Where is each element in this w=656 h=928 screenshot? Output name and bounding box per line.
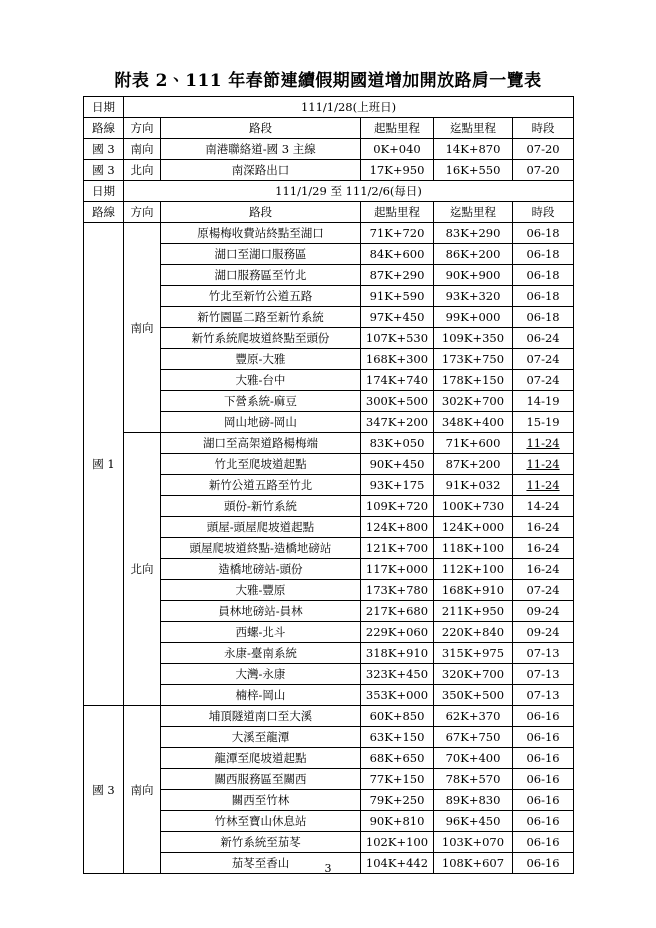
cell-direction: 南向 bbox=[124, 223, 161, 433]
cell-segment: 新竹公道五路至竹北 bbox=[161, 475, 361, 496]
cell-start-mileage: 68K+650 bbox=[361, 748, 434, 769]
cell-end-mileage: 173K+750 bbox=[434, 349, 513, 370]
date-label: 日期 bbox=[84, 97, 124, 118]
cell-end-mileage: 14K+870 bbox=[434, 139, 513, 160]
cell-route: 國 1 bbox=[84, 223, 124, 706]
cell-end-mileage: 67K+750 bbox=[434, 727, 513, 748]
cell-start-mileage: 347K+200 bbox=[361, 412, 434, 433]
cell-start-mileage: 79K+250 bbox=[361, 790, 434, 811]
cell-time-period: 16-24 bbox=[513, 538, 574, 559]
table-row bbox=[84, 139, 574, 160]
cell-start-mileage: 0K+040 bbox=[361, 139, 434, 160]
cell-end-mileage: 71K+600 bbox=[434, 433, 513, 454]
cell-end-mileage: 350K+500 bbox=[434, 685, 513, 706]
table-row bbox=[84, 160, 574, 181]
cell-direction: 南向 bbox=[124, 706, 161, 874]
cell-segment: 楠梓-岡山 bbox=[161, 685, 361, 706]
cell-time-period: 07-13 bbox=[513, 643, 574, 664]
cell-route: 國 3 bbox=[84, 160, 124, 181]
cell-segment: 關西服務區至關西 bbox=[161, 769, 361, 790]
header-direction: 方向 bbox=[124, 202, 161, 223]
cell-start-mileage: 91K+590 bbox=[361, 286, 434, 307]
cell-time-period: 06-16 bbox=[513, 790, 574, 811]
header-segment: 路段 bbox=[161, 118, 361, 139]
cell-end-mileage: 118K+100 bbox=[434, 538, 513, 559]
cell-end-mileage: 90K+900 bbox=[434, 265, 513, 286]
cell-time-period: 06-18 bbox=[513, 244, 574, 265]
cell-time-period: 07-13 bbox=[513, 664, 574, 685]
cell-segment: 南深路出口 bbox=[161, 160, 361, 181]
cell-end-mileage: 178K+150 bbox=[434, 370, 513, 391]
cell-segment: 頭份-新竹系統 bbox=[161, 496, 361, 517]
cell-segment: 員林地磅站-員林 bbox=[161, 601, 361, 622]
cell-time-period: 06-18 bbox=[513, 265, 574, 286]
header-end-mileage: 迄點里程 bbox=[434, 202, 513, 223]
cell-time-period: 06-18 bbox=[513, 307, 574, 328]
date-value: 111/1/29 至 111/2/6(每日) bbox=[124, 181, 574, 202]
cell-time-period: 06-18 bbox=[513, 286, 574, 307]
column-header-row bbox=[84, 202, 574, 223]
cell-time-period bbox=[513, 433, 574, 454]
cell-start-mileage: 323K+450 bbox=[361, 664, 434, 685]
cell-time-period: 15-19 bbox=[513, 412, 574, 433]
cell-segment: 茄苳至香山 bbox=[161, 853, 361, 874]
cell-segment: 下營系統-麻豆 bbox=[161, 391, 361, 412]
cell-direction: 北向 bbox=[124, 433, 161, 706]
time-value-underlined: 11-24 bbox=[526, 436, 560, 450]
time-value-underlined: 11-24 bbox=[526, 457, 560, 471]
header-route: 路線 bbox=[84, 202, 124, 223]
cell-time-period: 06-16 bbox=[513, 727, 574, 748]
cell-start-mileage: 90K+450 bbox=[361, 454, 434, 475]
cell-end-mileage: 89K+830 bbox=[434, 790, 513, 811]
cell-end-mileage: 86K+200 bbox=[434, 244, 513, 265]
cell-end-mileage: 109K+350 bbox=[434, 328, 513, 349]
cell-time-period: 07-24 bbox=[513, 580, 574, 601]
cell-time-period: 07-24 bbox=[513, 370, 574, 391]
cell-segment: 大灣-永康 bbox=[161, 664, 361, 685]
cell-start-mileage: 71K+720 bbox=[361, 223, 434, 244]
cell-time-period: 06-18 bbox=[513, 223, 574, 244]
cell-start-mileage: 300K+500 bbox=[361, 391, 434, 412]
cell-start-mileage: 90K+810 bbox=[361, 811, 434, 832]
cell-segment: 西螺-北斗 bbox=[161, 622, 361, 643]
header-segment: 路段 bbox=[161, 202, 361, 223]
cell-time-period: 07-13 bbox=[513, 685, 574, 706]
cell-time-period: 07-24 bbox=[513, 349, 574, 370]
cell-start-mileage: 121K+700 bbox=[361, 538, 434, 559]
cell-time-period bbox=[513, 454, 574, 475]
cell-time-period: 06-16 bbox=[513, 811, 574, 832]
cell-start-mileage: 174K+740 bbox=[361, 370, 434, 391]
cell-segment: 大雅-台中 bbox=[161, 370, 361, 391]
cell-end-mileage: 315K+975 bbox=[434, 643, 513, 664]
cell-end-mileage: 16K+550 bbox=[434, 160, 513, 181]
cell-time-period: 09-24 bbox=[513, 622, 574, 643]
cell-end-mileage: 83K+290 bbox=[434, 223, 513, 244]
cell-end-mileage: 220K+840 bbox=[434, 622, 513, 643]
cell-time-period: 14-19 bbox=[513, 391, 574, 412]
cell-start-mileage: 168K+300 bbox=[361, 349, 434, 370]
cell-end-mileage: 96K+450 bbox=[434, 811, 513, 832]
cell-start-mileage: 63K+150 bbox=[361, 727, 434, 748]
cell-time-period: 06-16 bbox=[513, 832, 574, 853]
cell-start-mileage: 217K+680 bbox=[361, 601, 434, 622]
cell-end-mileage: 70K+400 bbox=[434, 748, 513, 769]
cell-segment: 頭屋爬坡道終點-造橋地磅站 bbox=[161, 538, 361, 559]
header-start-mileage: 起點里程 bbox=[361, 202, 434, 223]
cell-segment: 豐原-大雅 bbox=[161, 349, 361, 370]
cell-end-mileage: 100K+730 bbox=[434, 496, 513, 517]
cell-segment: 湖口至高架道路楊梅端 bbox=[161, 433, 361, 454]
cell-start-mileage: 60K+850 bbox=[361, 706, 434, 727]
cell-segment: 造橋地磅站-頭份 bbox=[161, 559, 361, 580]
cell-segment: 大溪至龍潭 bbox=[161, 727, 361, 748]
page-title: 附表 2、111 年春節連續假期國道增加開放路肩一覽表 bbox=[114, 71, 542, 91]
cell-start-mileage: 107K+530 bbox=[361, 328, 434, 349]
cell-end-mileage: 93K+320 bbox=[434, 286, 513, 307]
cell-start-mileage: 117K+000 bbox=[361, 559, 434, 580]
cell-end-mileage: 320K+700 bbox=[434, 664, 513, 685]
cell-segment: 湖口服務區至竹北 bbox=[161, 265, 361, 286]
header-route: 路線 bbox=[84, 118, 124, 139]
table-row bbox=[84, 706, 574, 727]
cell-segment: 竹北至爬坡道起點 bbox=[161, 454, 361, 475]
cell-start-mileage: 229K+060 bbox=[361, 622, 434, 643]
cell-time-period: 07-20 bbox=[513, 160, 574, 181]
cell-time-period: 06-24 bbox=[513, 328, 574, 349]
cell-segment: 新竹園區二路至新竹系統 bbox=[161, 307, 361, 328]
cell-end-mileage: 91K+032 bbox=[434, 475, 513, 496]
cell-time-period: 16-24 bbox=[513, 559, 574, 580]
cell-time-period bbox=[513, 475, 574, 496]
column-header-row bbox=[84, 118, 574, 139]
cell-segment: 新竹系統爬坡道終點至頭份 bbox=[161, 328, 361, 349]
cell-start-mileage: 83K+050 bbox=[361, 433, 434, 454]
date-value: 111/1/28(上班日) bbox=[124, 97, 574, 118]
cell-segment: 埔頂隧道南口至大溪 bbox=[161, 706, 361, 727]
cell-segment: 新竹系統至茄苳 bbox=[161, 832, 361, 853]
cell-start-mileage: 318K+910 bbox=[361, 643, 434, 664]
cell-segment: 頭屋-頭屋爬坡道起點 bbox=[161, 517, 361, 538]
cell-end-mileage: 78K+570 bbox=[434, 769, 513, 790]
header-start-mileage: 起點里程 bbox=[361, 118, 434, 139]
cell-time-period: 14-24 bbox=[513, 496, 574, 517]
cell-segment: 龍潭至爬坡道起點 bbox=[161, 748, 361, 769]
cell-end-mileage: 99K+000 bbox=[434, 307, 513, 328]
cell-segment: 岡山地磅-岡山 bbox=[161, 412, 361, 433]
highway-shoulder-table bbox=[83, 96, 574, 874]
cell-start-mileage: 124K+800 bbox=[361, 517, 434, 538]
cell-segment: 原楊梅收費站終點至湖口 bbox=[161, 223, 361, 244]
cell-start-mileage: 87K+290 bbox=[361, 265, 434, 286]
cell-direction: 南向 bbox=[124, 139, 161, 160]
header-end-mileage: 迄點里程 bbox=[434, 118, 513, 139]
page-number: 3 bbox=[324, 862, 332, 875]
cell-time-period: 06-16 bbox=[513, 706, 574, 727]
cell-segment: 關西至竹林 bbox=[161, 790, 361, 811]
cell-start-mileage: 77K+150 bbox=[361, 769, 434, 790]
cell-start-mileage: 93K+175 bbox=[361, 475, 434, 496]
cell-time-period: 06-16 bbox=[513, 769, 574, 790]
cell-segment: 湖口至湖口服務區 bbox=[161, 244, 361, 265]
cell-end-mileage: 87K+200 bbox=[434, 454, 513, 475]
cell-start-mileage: 104K+442 bbox=[361, 853, 434, 874]
cell-route: 國 3 bbox=[84, 706, 124, 874]
cell-end-mileage: 348K+400 bbox=[434, 412, 513, 433]
cell-end-mileage: 211K+950 bbox=[434, 601, 513, 622]
cell-start-mileage: 102K+100 bbox=[361, 832, 434, 853]
cell-start-mileage: 109K+720 bbox=[361, 496, 434, 517]
cell-end-mileage: 124K+000 bbox=[434, 517, 513, 538]
cell-start-mileage: 97K+450 bbox=[361, 307, 434, 328]
cell-time-period: 09-24 bbox=[513, 601, 574, 622]
cell-end-mileage: 112K+100 bbox=[434, 559, 513, 580]
cell-time-period: 06-16 bbox=[513, 748, 574, 769]
header-direction: 方向 bbox=[124, 118, 161, 139]
cell-end-mileage: 168K+910 bbox=[434, 580, 513, 601]
cell-time-period: 16-24 bbox=[513, 517, 574, 538]
cell-segment: 永康-臺南系統 bbox=[161, 643, 361, 664]
cell-time-period: 07-20 bbox=[513, 139, 574, 160]
cell-route: 國 3 bbox=[84, 139, 124, 160]
cell-segment: 大雅-豐原 bbox=[161, 580, 361, 601]
cell-end-mileage: 62K+370 bbox=[434, 706, 513, 727]
cell-segment: 竹林至寶山休息站 bbox=[161, 811, 361, 832]
cell-end-mileage: 108K+607 bbox=[434, 853, 513, 874]
header-time-period: 時段 bbox=[513, 118, 574, 139]
cell-start-mileage: 353K+000 bbox=[361, 685, 434, 706]
table-row bbox=[84, 433, 574, 454]
cell-segment: 南港聯絡道-國 3 主線 bbox=[161, 139, 361, 160]
time-value-underlined: 11-24 bbox=[526, 478, 560, 492]
table-row bbox=[84, 223, 574, 244]
header-time-period: 時段 bbox=[513, 202, 574, 223]
cell-end-mileage: 103K+070 bbox=[434, 832, 513, 853]
cell-start-mileage: 17K+950 bbox=[361, 160, 434, 181]
date-label: 日期 bbox=[84, 181, 124, 202]
cell-direction: 北向 bbox=[124, 160, 161, 181]
cell-start-mileage: 84K+600 bbox=[361, 244, 434, 265]
cell-start-mileage: 173K+780 bbox=[361, 580, 434, 601]
cell-end-mileage: 302K+700 bbox=[434, 391, 513, 412]
cell-time-period: 06-16 bbox=[513, 853, 574, 874]
date-row bbox=[84, 97, 574, 118]
cell-segment: 竹北至新竹公道五路 bbox=[161, 286, 361, 307]
date-row bbox=[84, 181, 574, 202]
